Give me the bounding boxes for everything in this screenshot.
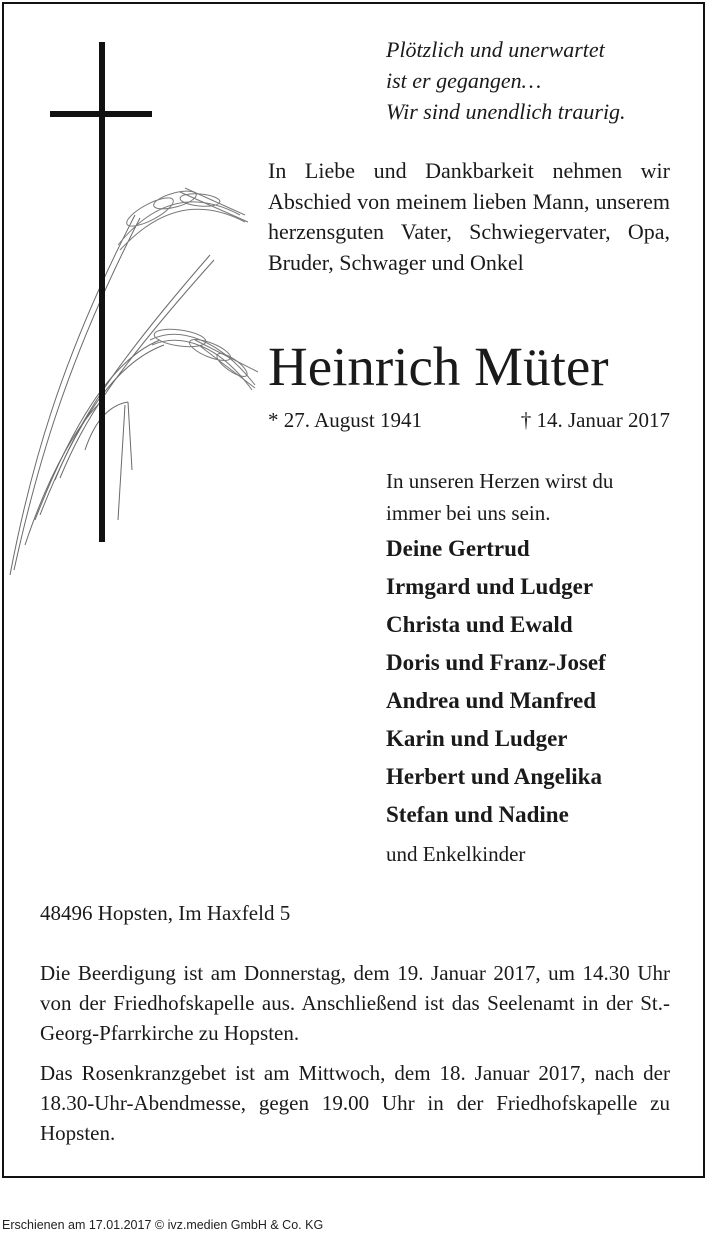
grandchildren-line: und Enkelkinder (386, 842, 526, 866)
mourner-item: Karin und Ludger (386, 726, 568, 751)
death-date: † 14. Januar 2017 (520, 408, 670, 432)
rosary-info: Das Rosenkranzgebet ist am Mittwoch, dem 18. Januar 2017, nach der 18.30-Uhr-Abendmesse, gegen 19.00 Uhr in der Friedhofskapelle zu Hopsten. (40, 1061, 670, 1145)
mourner-item: Christa und Ewald (386, 612, 573, 637)
funeral-info: Die Beerdigung ist am Donnerstag, dem 19. Januar 2017, um 14.30 Uhr von der Friedhofskapelle aus. Anschließend ist das Seelenamt in der St.-Georg-Pfarrkirche zu Hopsten. (40, 961, 670, 1045)
quote-line-2: ist er gegangen… (386, 68, 542, 93)
birth-date: * 27. August 1941 (268, 408, 423, 432)
deceased-name: Heinrich Müter (268, 336, 609, 397)
publication-footer: Erschienen am 17.01.2017 © ivz.medien GmbH & Co. KG (2, 1218, 324, 1232)
mourner-item: Andrea und Manfred (386, 688, 597, 713)
opening-quote (386, 34, 686, 127)
intro-text: In Liebe und Dankbarkeit nehmen wir Abschied von meinem lieben Mann, unserem herzensguten Vater, Schwiegervater, Opa, Bruder, Schwager und Onkel (268, 158, 670, 275)
cross-icon (50, 42, 152, 542)
mourner-item: Irmgard und Ludger (386, 574, 594, 599)
remembrance-line-2: immer bei uns sein. (386, 501, 551, 525)
address: 48496 Hopsten, Im Haxfeld 5 (40, 901, 291, 925)
quote-line-3: Wir sind unendlich traurig. (386, 99, 626, 124)
remembrance-text (386, 465, 686, 529)
remembrance-line-1: In unseren Herzen wirst du (386, 469, 614, 493)
quote-line-1: Plötzlich und unerwartet (386, 37, 605, 62)
mourner-item: Deine Gertrud (386, 536, 530, 561)
mourner-item: Stefan und Nadine (386, 802, 569, 827)
mourner-item: Herbert und Angelika (386, 764, 602, 789)
life-dates (268, 406, 670, 434)
mourner-item: Doris und Franz-Josef (386, 650, 606, 675)
mourners-list (386, 530, 696, 834)
